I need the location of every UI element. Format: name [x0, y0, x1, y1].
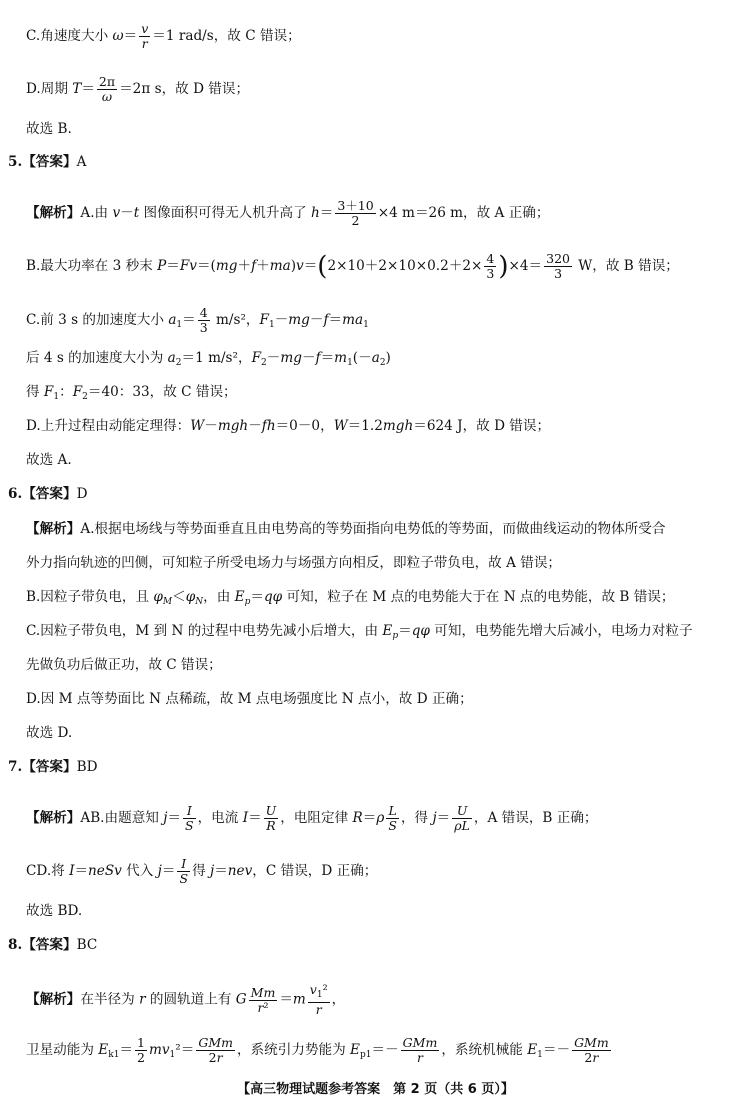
q5-b-line: B.最大功率在 3 秒末 P＝Fv＝(mg＋f＋ma)v＝(2×10＋2×10×0.2＋2× $\frac{4}{3}$ )×4＝ $\frac{320}{3}$ W，故 B 错误；: [26, 251, 679, 282]
fraction: $\frac{v}{r}$: [141, 21, 149, 51]
fraction: $\frac{Mm}{\text{r²}}$: [250, 984, 276, 1015]
fraction: $\frac{2\pi}{\omega}$: [98, 74, 116, 104]
q4-c-line: C.角速度大小 ω＝ $\frac{v}{r}$ ＝1 rad/s，故 C 错误；: [26, 21, 301, 51]
q6-c1-line: C.因粒子带负电，M 到 N 的过程中电势先减小后增大，由 $E_p=q\varphi$ 可知，电势能先增大后减小，电场力对粒子: [26, 623, 693, 641]
q5-a-line: 【解析】A.由 v－t 图像面积可得无人机升高了 h＝ $\frac{3+10}{2}$ ×4 m＝26 m，故 A 正确；: [26, 198, 550, 228]
q5-c1-line: C.前 3 s 的加速度大小 $a_1=$ $\frac{4}{3}$ m/s²，$F_1-mg-f=ma_1$: [26, 305, 369, 335]
q7-cd-line: CD.将 I＝neSv 代入 j＝ $\frac{I}{S}$ 得 j＝nev，C 错误，D 正确；: [26, 856, 378, 886]
q4-d-line: D.周期 T＝ $\frac{2\pi}{\omega}$ ＝2π s，故 D 错误；: [26, 74, 250, 104]
q8-l2-line: 卫星动能为 $E_{k1}=$ $\frac{1}{2}$ $mv_1^2=$ $\frac{\text{GMm}}{2r}$ ，系统引力势能为 $E_{p1}=-$ $\frac{\text{GMm}}{r}$ ，系统机械能 $E_1=-$ $\frac{\text{GMm}}{2r}$: [26, 1035, 609, 1065]
q6-c2-line: 先做负功后做正功，故 C 错误；: [26, 657, 222, 673]
fraction: $\frac{3+10}{2}$: [337, 198, 374, 228]
fraction: $\frac{4}{3}$: [486, 251, 495, 281]
q6-b-line: B.因粒子带负电，且 $\varphi_M<\varphi_N$，由 $E_p=q\varphi$ 可知，粒子在 M 点的电势能大于在 N 点的电势能，故 B 错误；: [26, 589, 675, 607]
q8-answer: 8.【答案】BC: [8, 937, 98, 953]
q5-c3-line: 得 $F_1$：$F_2=40$：33，故 C 错误；: [26, 384, 237, 402]
fraction: $\frac{I}{S}$: [185, 803, 194, 833]
fraction: $\frac{320}{3}$: [546, 251, 570, 281]
q6-answer: 6.【答案】D: [8, 486, 88, 502]
fraction: $\frac{v_1^2}{r}$: [309, 982, 328, 1017]
q8-l1-line: 【解析】在半径为 r 的圆轨道上有 G $\frac{Mm}{\text{r²}}$ ＝m $\frac{v_1^2}{r}$ ，: [26, 982, 346, 1017]
q6-d-line: D.因 M 点等势面比 N 点稀疏，故 M 点电场强度比 N 点小，故 D 正确；: [26, 691, 473, 707]
page-footer: 【高三物理试题参考答案 第 2 页（共 6 页）】: [237, 1082, 514, 1097]
fraction: $\frac{\text{GMm}}{2r}$: [574, 1035, 609, 1065]
q7-ab-line: 【解析】AB.由题意知 j＝ $\frac{I}{S}$ ，电流 I＝ $\frac{U}{R}$ ，电阻定律 R＝ρ $\frac{L}{S}$ ，得 j＝ $\frac{U}{\rho L}$ ，A 错误，B 正确；: [26, 803, 598, 833]
q5-c2-line: 后 4 s 的加速度大小为 $a_2=1$ m/s²，$F_2-mg-f=m_1(-a_2)$: [26, 350, 391, 368]
q6-a2-line: 外力指向轨迹的凹侧，可知粒子所受电场力与场强方向相反，即粒子带负电，故 A 错误；: [26, 555, 562, 571]
fraction: $\frac{L}{S}$: [388, 803, 397, 833]
q5-answer: 5.【答案】A: [8, 154, 87, 170]
fraction: $\frac{\text{GMm}}{r}$: [402, 1035, 438, 1065]
fraction: $\frac{4}{3}$: [199, 305, 208, 335]
fraction: $\frac{I}{S}$: [179, 856, 189, 886]
q6-a1-line: 【解析】A.根据电场线与等势面垂直且由电势高的等势面指向电势低的等势面，而做曲线运动的物体所受合: [26, 521, 666, 537]
q4-conclusion: 故选 B.: [26, 121, 72, 137]
fraction: $\frac{\text{GMm}}{2r}$: [198, 1035, 233, 1065]
fraction: $\frac{1}{2}$: [137, 1035, 145, 1065]
q7-conclusion: 故选 BD.: [26, 903, 83, 919]
fraction: $\frac{U}{\rho L}$: [454, 803, 470, 833]
q7-answer: 7.【答案】BD: [8, 759, 98, 775]
fraction: $\frac{U}{R}$: [265, 803, 277, 833]
q6-conclusion: 故选 D.: [26, 725, 73, 741]
q5-conclusion: 故选 A.: [26, 452, 72, 468]
q5-d-line: D.上升过程由动能定理得：W－mgh－fh＝0－0，W＝1.2mgh＝624 J，故 D 错误；: [26, 418, 551, 434]
